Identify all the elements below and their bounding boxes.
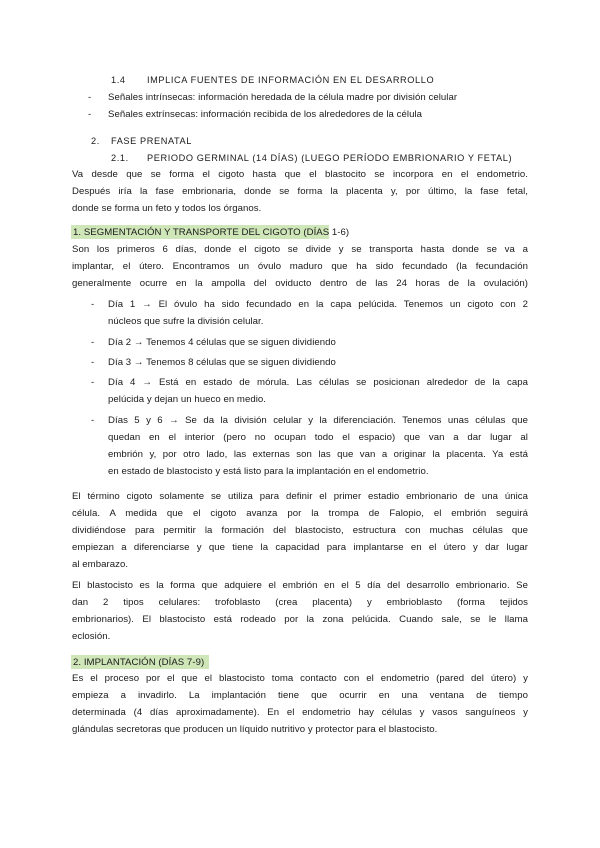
- bullet-text: Día 1 → El óvulo ha sido fecundado en la capa pelúcida. Tenemos un cigoto con 2: [108, 299, 528, 310]
- bullet-text: Señales extrínsecas: información recibida de los alrededores de la célula: [108, 109, 423, 120]
- bullet-dash: -: [91, 299, 95, 310]
- paragraph-line: generalmente ocurre en la ampolla del oviducto dentro de las 24 horas de la ovulación): [72, 278, 528, 289]
- paragraph-line: Va desde que se forma el cigoto hasta que el blastocito se incorpora en el endometrio.: [72, 169, 528, 180]
- subsection-number: 2.1.: [111, 153, 129, 163]
- bullet-text: pelúcida y dejan un hueco en medio.: [108, 394, 267, 405]
- paragraph-line: El término cigoto solamente se utiliza para definir el primer estadio embrionario de una única: [72, 491, 528, 502]
- paragraph-line: donde se forma un feto y todos los órganos.: [72, 203, 262, 214]
- section-number: 2.: [91, 136, 100, 146]
- paragraph-line: dan 2 tipos celulares: trofoblasto (crea placenta) y embrioblasto (forma tejidos: [72, 597, 528, 608]
- bullet-dash: -: [88, 92, 92, 103]
- paragraph-line: El blastocisto es la forma que adquiere el embrión en el 5 día del desarrollo embrionario. Se: [72, 580, 528, 591]
- paragraph-line: implantar, el útero. Encontramos un óvulo maduro que ha sido fecundado (la fecundación: [72, 261, 528, 272]
- highlighted-heading: 1. SEGMENTACIÓN Y TRANSPORTE DEL CIGOTO (DÍAS 1-6): [73, 227, 350, 238]
- section-title: IMPLICA FUENTES DE INFORMACIÓN EN EL DESARROLLO: [147, 75, 435, 85]
- paragraph-line: al embarazo.: [72, 559, 129, 570]
- bullet-text: quedan en el interior (pero no ocupan todo el espacio) que van a dar lugar al: [108, 432, 528, 443]
- bullet-dash: -: [91, 357, 95, 368]
- paragraph-line: embrionarios). El blastocisto está rodeado por la zona pelúcida. Cuando sale, se le llama: [72, 614, 528, 625]
- paragraph-line: Es el proceso por el que el blastocisto toma contacto con el endometrio (pared del útero) y: [72, 673, 528, 684]
- bullet-text: Señales intrínsecas: información heredada de la célula madre por división celular: [108, 92, 458, 103]
- bullet-text: embrión y, por otro lado, las externas son las que van a originar la placenta. Ya está: [108, 449, 528, 460]
- paragraph-line: Después iría la fase embrionaria, donde se forma la placenta y, por último, la fase fetal,: [72, 186, 528, 197]
- paragraph-line: dividiéndose para permitir la formación del blastocisto, estructura con muchas células que: [72, 525, 528, 536]
- paragraph-line: Son los primeros 6 días, donde el cigoto se divide y se transporta hasta donde se va a: [72, 244, 528, 255]
- section-title: FASE PRENATAL: [111, 136, 192, 146]
- subsection-title: PERIODO GERMINAL (14 DÍAS) (LUEGO PERÍODO EMBRIONARIO Y FETAL): [147, 153, 513, 163]
- bullet-dash: -: [88, 109, 92, 120]
- bullet-text: núcleos que sufre la división celular.: [108, 316, 264, 327]
- paragraph-line: eclosión.: [72, 631, 111, 642]
- paragraph-line: determinada (4 días aproximadamente). En el endometrio hay células y vasos sanguíneos y: [72, 707, 528, 718]
- section-number: 1.4: [111, 75, 126, 85]
- bullet-text: Días 5 y 6 → Se da la división celular y la diferenciación. Tenemos unas células que: [108, 415, 528, 426]
- paragraph-line: empieza a invadirlo. La implantación tiene que ocurrir en una ventana de tiempo: [72, 690, 528, 701]
- bullet-dash: -: [91, 415, 95, 426]
- highlighted-heading: 2. IMPLANTACIÓN (DÍAS 7-9): [73, 657, 205, 668]
- bullet-text: Día 3 → Tenemos 8 células que se siguen dividiendo: [108, 357, 336, 368]
- bullet-dash: -: [91, 337, 95, 348]
- paragraph-line: empiezan a diferenciarse y que tiene la capacidad para implantarse en el útero y dar lugar: [72, 542, 528, 553]
- bullet-text: en estado de blastocisto y está listo para la implantación en el endometrio.: [108, 466, 429, 477]
- paragraph-line: célula. A medida que el cigoto avanza por la trompa de Falopio, el embrión seguirá: [72, 508, 528, 519]
- bullet-text: Día 2 → Tenemos 4 células que se siguen dividiendo: [108, 337, 336, 348]
- bullet-text: Día 4 → Está en estado de mórula. Las células se posicionan alrededor de la capa: [108, 377, 528, 388]
- bullet-dash: -: [91, 377, 95, 388]
- paragraph-line: glándulas secretoras que producen un líquido nutritivo y protector para el blastocisto.: [72, 724, 438, 735]
